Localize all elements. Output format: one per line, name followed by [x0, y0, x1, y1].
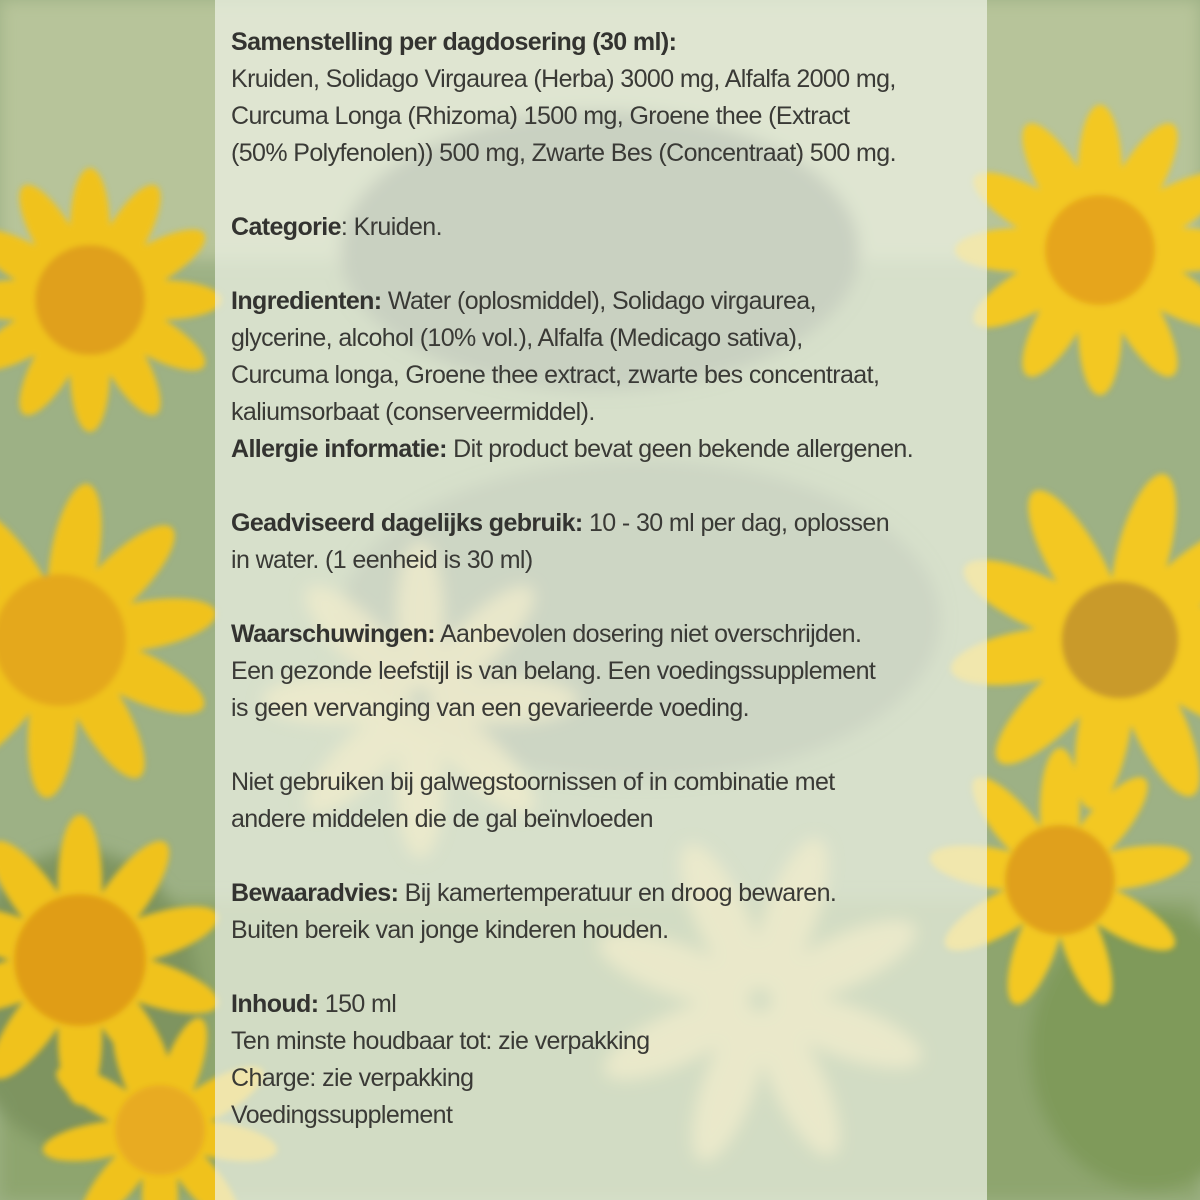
- composition-heading: Samenstelling per dagdosering (30 ml):: [231, 28, 677, 56]
- spacer: [231, 468, 981, 505]
- usage-label: Geadviseerd dagelijks gebruik:: [231, 509, 583, 537]
- spacer: [231, 949, 981, 986]
- storage-line: Buiten bereik van jonge kinderen houden.: [231, 916, 669, 944]
- ingredients-line: Curcuma longa, Groene thee extract, zwarte bes concentraat,: [231, 361, 880, 389]
- category-value: : Kruiden.: [340, 213, 442, 241]
- spacer: [231, 172, 981, 209]
- spacer: [231, 727, 981, 764]
- ingredients-label: Ingredienten:: [231, 287, 382, 315]
- product-type: Voedingssupplement: [231, 1101, 453, 1129]
- warnings-line: Een gezonde leefstijl is van belang. Een voedingssupplement: [231, 657, 876, 685]
- composition-line: Kruiden, Solidago Virgaurea (Herba) 3000 mg, Alfalfa 2000 mg,: [231, 65, 896, 93]
- product-info: [231, 24, 981, 1134]
- contents: Inhoud: 150 ml: [231, 990, 397, 1018]
- usage: Geadviseerd dagelijks gebruik: 10 - 30 ml per dag, oplossen: [231, 509, 889, 537]
- storage-label: Bewaaradvies:: [231, 879, 399, 907]
- contraindication-line: Niet gebruiken bij galwegstoornissen of in combinatie met: [231, 768, 835, 796]
- warnings-label: Waarschuwingen:: [231, 620, 435, 648]
- allergy-label: Allergie informatie:: [231, 435, 447, 463]
- warnings: Waarschuwingen: Aanbevolen dosering niet overschrijden.: [231, 620, 862, 648]
- spacer: [231, 838, 981, 875]
- ingredients-line: glycerine, alcohol (10% vol.), Alfalfa (Medicago sativa),: [231, 324, 803, 352]
- composition-line: Curcuma Longa (Rhizoma) 1500 mg, Groene thee (Extract: [231, 102, 850, 130]
- warnings-line: is geen vervanging van een gevarieerde voeding.: [231, 694, 750, 722]
- allergy-info: Allergie informatie: Dit product bevat geen bekende allergenen.: [231, 435, 914, 463]
- contents-label: Inhoud:: [231, 990, 319, 1018]
- ingredients: Ingredienten: Water (oplosmiddel), Solidago virgaurea,: [231, 287, 816, 315]
- ingredients-line: kaliumsorbaat (conserveermiddel).: [231, 398, 595, 426]
- batch: Charge: zie verpakking: [231, 1064, 474, 1092]
- composition-line: (50% Polyfenolen)) 500 mg, Zwarte Bes (Concentraat) 500 mg.: [231, 139, 896, 167]
- category-label: Categorie: [231, 213, 341, 241]
- spacer: [231, 246, 981, 283]
- spacer: [231, 579, 981, 616]
- storage: Bewaaradvies: Bij kamertemperatuur en droog bewaren.: [231, 879, 837, 907]
- contraindication-line: andere middelen die de gal beïnvloeden: [231, 805, 653, 833]
- category: [231, 209, 981, 246]
- usage-line: in water. (1 eenheid is 30 ml): [231, 546, 533, 574]
- best-before: Ten minste houdbaar tot: zie verpakking: [231, 1027, 650, 1055]
